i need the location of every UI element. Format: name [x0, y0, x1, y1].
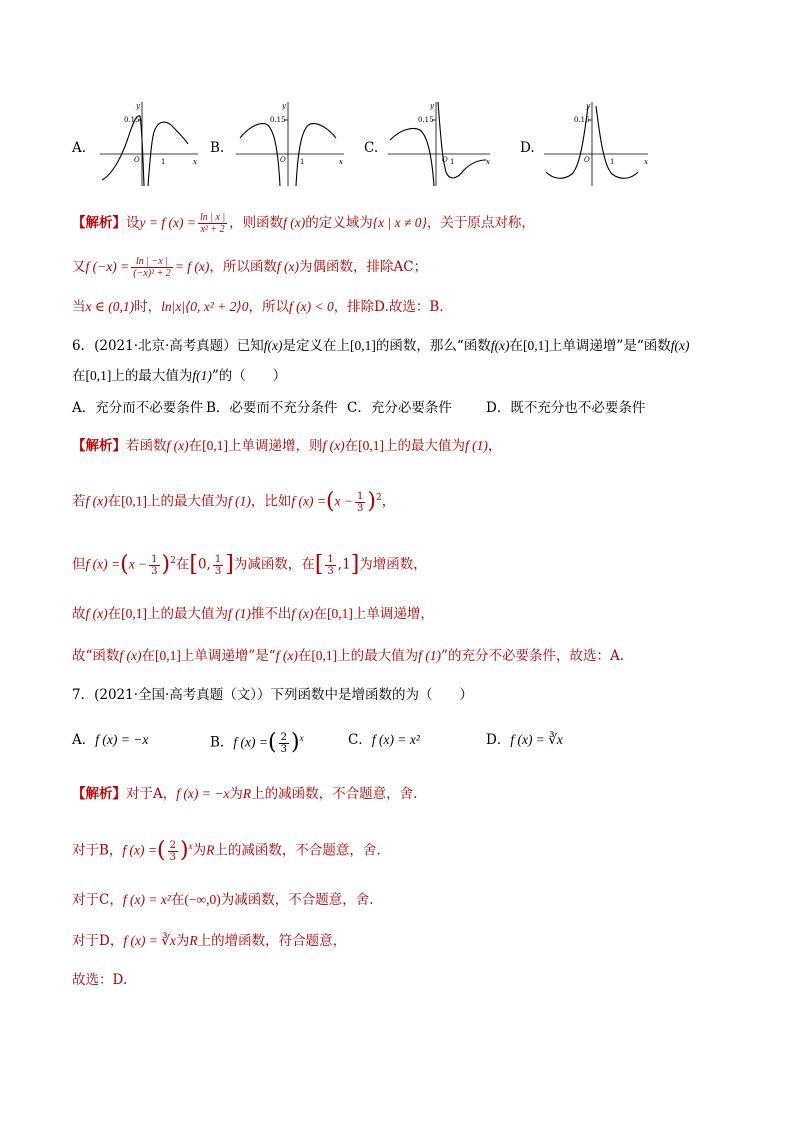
tick-x-label: 1: [300, 158, 305, 166]
q7-stem: 7．(2021·全国·高考真题（文））下列函数中是增函数的为（ ）: [72, 687, 474, 703]
option-a-label: A.: [72, 140, 87, 156]
axis-x-label: x: [644, 158, 648, 166]
tick-x-label: 1: [610, 158, 615, 166]
tick-y-label: 0.15: [574, 116, 590, 124]
sol6-line1: 【解析】若函数f (x)在[0,1]上单调递增，则f (x)在[0,1]上的最大值为f (1)，: [72, 438, 502, 454]
q7-option-b: B．f (x) =( $\frac{2}{3}$ )$^x$: [210, 730, 304, 755]
q6-stem-line2: 在[0,1]上的最大值为f(1)”的（ ）: [72, 368, 287, 384]
tick-y-label: 0.15: [270, 116, 286, 124]
sol6-line4: 故f (x)在[0,1]上的最大值为f (1)推不出f (x)在[0,1]上单调递增，: [72, 606, 434, 622]
analysis-tag: 【解析】: [72, 438, 126, 454]
q6-stem-line1: 6．(2021·北京·高考真题）已知f(x)是定义在上[0,1]的函数，那么“函数f(x)在[0,1]上单调递增”是“函数f(x): [72, 338, 690, 354]
q6-option-d: D．既不充分也不必要条件: [486, 400, 646, 416]
axis-y-label: y: [430, 102, 434, 110]
axis-x-label: x: [339, 158, 343, 166]
tick-y-label: 0.15: [124, 116, 140, 124]
graph-option-b: [232, 98, 347, 190]
axis-y-label: y: [136, 102, 140, 110]
sol5-line1: 【解析】设y = f (x) = $\frac{\ln | x |}{\text{x² + 2}}$ ，则函数f (x)的定义域为{x | x ≠ 0}，关于原点对称，: [72, 212, 535, 235]
graph-option-a: [92, 98, 202, 190]
origin-label: O: [584, 156, 590, 164]
q7-option-c: C．f (x) = x²: [348, 732, 420, 748]
analysis-tag: 【解析】: [72, 786, 126, 802]
sol7-line5: 故选：D.: [72, 972, 128, 988]
axis-y-label: y: [282, 102, 286, 110]
graph-option-d: [540, 98, 652, 190]
origin-label: O: [280, 156, 286, 164]
analysis-tag: 【解析】: [72, 215, 126, 231]
option-d-label: D.: [520, 140, 535, 156]
origin-label: O: [134, 156, 140, 164]
option-b-label: B.: [210, 140, 225, 156]
q6-option-c: C．充分必要条件: [347, 400, 452, 416]
tick-y-label: 0.15: [418, 116, 434, 124]
sol6-line3: 但f (x) =(x − $\frac{1}{3}$ )$^2$在[0, $\frac{1}{3}$ ]为减函数，在[ $\frac{1}{3}$ ,1]为增函数，: [72, 552, 427, 577]
q6-option-b: B．必要而不充分条件: [206, 400, 338, 416]
sol5-line2: 又f (−x) = $\frac{\ln | -x |}{\text{(−x)² + 2}}$ = f (x)，所以函数f (x)为偶函数，排除AC；: [72, 256, 428, 279]
q7-option-d: D．f (x) = ∛x: [486, 732, 563, 748]
sol7-line2: 对于B，f (x) =( $\frac{2}{3}$ )$^x$为R上的减函数，不合题意，舍.: [72, 838, 381, 863]
sol5-line3: 当x ∈ (0,1)时，ln|x|⟨0, x² + 2⟩0，所以f (x) < 0，排除D.故选：B.: [72, 299, 444, 315]
q7-option-a: A．f (x) = −x: [72, 732, 149, 748]
option-c-label: C.: [364, 140, 379, 156]
q6-option-a: A．充分而不必要条件: [72, 400, 204, 416]
graph-option-c: [384, 98, 494, 190]
axis-x-label: x: [486, 158, 490, 166]
tick-x-label: 1: [450, 158, 455, 166]
sol7-line4: 对于D，f (x) = ∛x为R上的增函数，符合题意，: [72, 933, 347, 949]
sol7-line3: 对于C，f (x) = x²在(−∞,0)为减函数，不合题意，舍.: [72, 892, 374, 908]
axis-y-label: y: [586, 102, 590, 110]
tick-x-label: 1: [161, 158, 166, 166]
sol7-line1: 【解析】对于A，f (x) = −x为R上的减函数，不合题意，舍.: [72, 786, 418, 802]
origin-label: O: [442, 156, 448, 164]
sol6-line2: 若f (x)在[0,1]上的最大值为f (1)，比如f (x) =(x − $\frac{1}{3}$ )$^2$，: [72, 489, 396, 514]
sol6-line5: 故“函数f (x)在[0,1]上单调递增”是“f (x)在[0,1]上的最大值为f (1)”的充分不必要条件，故选：A.: [72, 648, 625, 664]
axis-x-label: x: [193, 158, 197, 166]
